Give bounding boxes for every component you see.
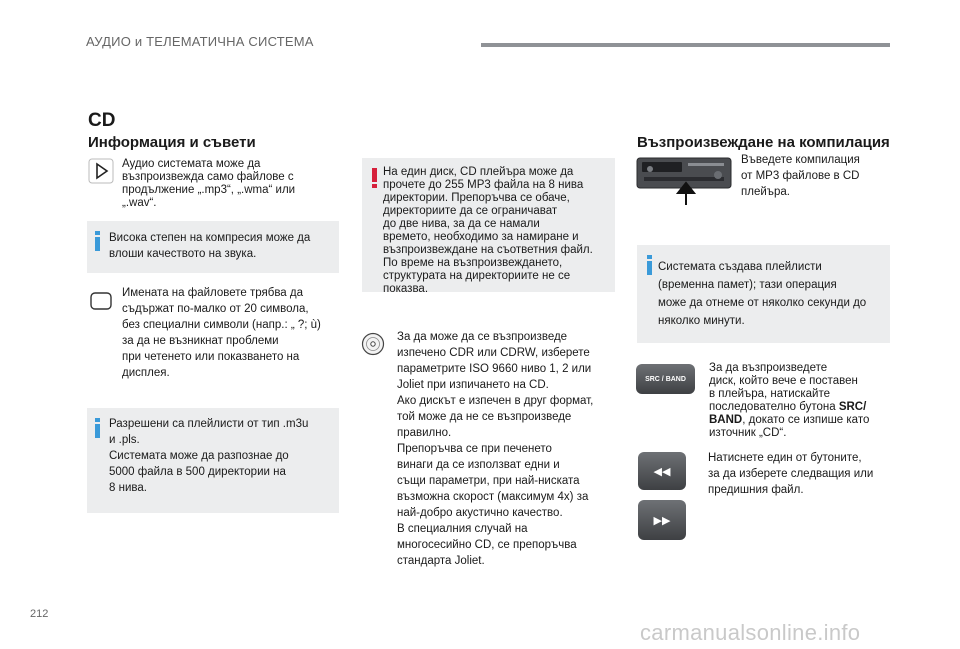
page-number: 212 [30, 608, 49, 620]
nav-text: Натиснете един от бутоните, за да изберете следващия или предишния файл. [708, 452, 874, 496]
warning-icon [372, 168, 377, 188]
src-band-label: SRC / BAND [645, 375, 686, 383]
previous-button [638, 452, 686, 490]
rewind-icon: ◀◀ [653, 465, 671, 478]
filenames-text: Имената на файловете трябва да съдържат по-малко от 20 символа, без специални символи (напр.: „ ?; ù) за да не възникнат проблеми при четенето или показването на дисплея. [122, 287, 321, 379]
play-icon [88, 158, 114, 189]
playlist-info-text: Системата създава плейлисти (временна памет); тази операция може да отнеме от няколко секунди до няколко минути. [658, 261, 867, 327]
header-bar [481, 43, 890, 47]
compression-text: Висока степен на компресия може да влоши качеството на звука. [109, 232, 311, 260]
display-icon [88, 290, 114, 317]
chapter-header: АУДИО и ТЕЛЕМАТИЧНА СИСТЕМА [86, 34, 314, 49]
playlist-info-note [637, 245, 890, 343]
src-band-button [636, 364, 695, 394]
cd-player-image [636, 155, 732, 212]
warning-note [362, 158, 615, 295]
next-button [638, 500, 686, 540]
warning-text: На един диск, CD плейъра може да прочете до 255 MP3 файла на 8 нива директории. Препоръчва се обаче, директориите да се ограничават до две нива, за да се намали времето, необходимо за намиране и възпроизвеждане на съответния файл. По време на възпроизвеждането, структурата на директориите не се показва. [383, 166, 593, 295]
disc-icon [361, 332, 385, 361]
playlists-note [87, 408, 339, 513]
info-icon [647, 255, 652, 275]
right-heading: Възпроизвеждане на компилация [637, 134, 890, 151]
playlists-text: Разрешени са плейлисти от тип .m3u и .pls. Системата може да разпознае до 5000 файла в 500 директории на 8 нива. [109, 418, 309, 494]
left-heading: Информация и съвети [88, 134, 256, 151]
info-icon [95, 418, 100, 438]
src-text: За да възпроизведете диск, който вече е поставен в плейъра, натискайте последователно бутона SRC/ BAND, докато се изпише като източник „CD“. [709, 362, 870, 439]
watermark: carmanualsonline.info [640, 620, 861, 645]
info-icon [95, 231, 100, 251]
section-title: CD [88, 110, 116, 131]
insert-text: Въведете компилация от MP3 файлове в CD плейъра. [741, 154, 860, 198]
fast-forward-icon: ▶▶ [653, 514, 671, 527]
cdr-text: За да може да се възпроизведе изпечено CDR или CDRW, изберете параметрите ISO 9660 ниво 1, 2 или Joliet при изпичането на CD. Ако дискът е изпечен в друг формат, той може да не се възпроизведе правилно. Препоръчва се при печенето винаги да се използват едни и същи параметри, при най-ниската възможна скорост (максимум 4х) за най-добро акустично качество. В специалния случай на многосесийно CD, се препоръчва стандарта Joliet. [397, 331, 594, 567]
compression-note [87, 221, 339, 273]
audio-formats-text: Аудио системата може да възпроизвежда само файлове с продължение „.mp3“, „.wma“ или „.wav“. [122, 158, 296, 209]
